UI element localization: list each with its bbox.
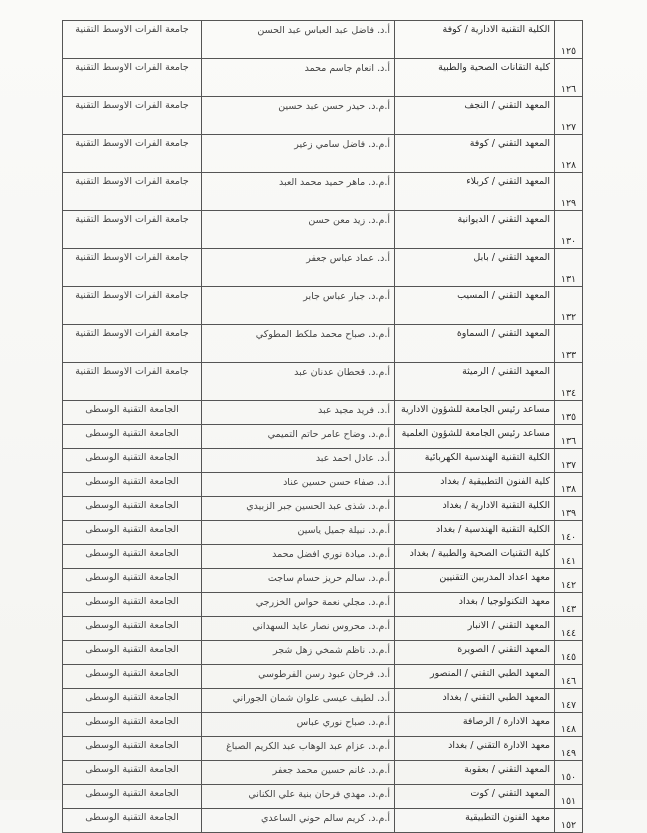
official-name: أ.م.د. ماهر حميد محمد العبد [202, 173, 395, 211]
university-name: الجامعة التقنية الوسطى [63, 521, 202, 545]
row-number: ١٣٠ [555, 211, 583, 249]
official-name: أ.م.د. صباح نوري عباس [202, 713, 395, 737]
university-name: الجامعة التقنية الوسطى [63, 449, 202, 473]
college-name: الكلية التقنية الهندسية / بغداد [395, 521, 555, 545]
university-name: الجامعة التقنية الوسطى [63, 713, 202, 737]
university-name: جامعة الفرات الاوسط التقنية [63, 97, 202, 135]
table-row [63, 665, 583, 689]
university-name: الجامعة التقنية الوسطى [63, 569, 202, 593]
official-name: أ.د. فريد مجيد عبد [202, 401, 395, 425]
table-row [63, 689, 583, 713]
table-row [63, 401, 583, 425]
row-number: ١٢٥ [555, 21, 583, 59]
official-name: أ.م.د. فاضل سامي زعير [202, 135, 395, 173]
college-name: مساعد رئيس الجامعة للشؤون الادارية [395, 401, 555, 425]
officials-table [62, 20, 583, 833]
college-name: مساعد رئيس الجامعة للشؤون العلمية [395, 425, 555, 449]
official-name: أ.د. صفاء حسن حسين عناد [202, 473, 395, 497]
official-name: أ.م.د. شذى عبد الحسين جبر الزبيدي [202, 497, 395, 521]
university-name: الجامعة التقنية الوسطى [63, 761, 202, 785]
table-row [63, 593, 583, 617]
college-name: المعهد التقني / الديوانية [395, 211, 555, 249]
row-number: ١٥١ [555, 785, 583, 809]
row-number: ١٤٧ [555, 689, 583, 713]
university-name: جامعة الفرات الاوسط التقنية [63, 59, 202, 97]
official-name: أ.م.د. عزام عبد الوهاب عبد الكريم الصباغ [202, 737, 395, 761]
table-row [63, 497, 583, 521]
row-number: ١٣٩ [555, 497, 583, 521]
college-name: المعهد التقني / السماوة [395, 325, 555, 363]
table-row [63, 617, 583, 641]
university-name: الجامعة التقنية الوسطى [63, 425, 202, 449]
table-row [63, 785, 583, 809]
table-row [63, 713, 583, 737]
table-row [63, 173, 583, 211]
college-name: معهد الادارة / الرصافة [395, 713, 555, 737]
college-name: المعهد التقني / كربلاء [395, 173, 555, 211]
university-name: الجامعة التقنية الوسطى [63, 593, 202, 617]
college-name: المعهد التقني / كوت [395, 785, 555, 809]
college-name: الكلية التقنية الادارية / بغداد [395, 497, 555, 521]
university-name: الجامعة التقنية الوسطى [63, 641, 202, 665]
university-name: جامعة الفرات الاوسط التقنية [63, 173, 202, 211]
row-number: ١٥٠ [555, 761, 583, 785]
table-row [63, 521, 583, 545]
university-name: جامعة الفرات الاوسط التقنية [63, 325, 202, 363]
college-name: المعهد التقني / النجف [395, 97, 555, 135]
university-name: جامعة الفرات الاوسط التقنية [63, 21, 202, 59]
table-row [63, 363, 583, 401]
table-row [63, 97, 583, 135]
official-name: أ.م.د. جبار عباس جابر [202, 287, 395, 325]
college-name: المعهد التقني / الانبار [395, 617, 555, 641]
college-name: معهد اعداد المدربين التقنيين [395, 569, 555, 593]
university-name: الجامعة التقنية الوسطى [63, 665, 202, 689]
official-name: أ.م.د. كريم سالم حوني الساعدي [202, 809, 395, 833]
row-number: ١٣٢ [555, 287, 583, 325]
university-name: جامعة الفرات الاوسط التقنية [63, 211, 202, 249]
table-body [63, 21, 583, 833]
university-name: الجامعة التقنية الوسطى [63, 617, 202, 641]
row-number: ١٤١ [555, 545, 583, 569]
college-name: المعهد التقني / كوفة [395, 135, 555, 173]
official-name: أ.م.د. ناظم شمخي زهل شجر [202, 641, 395, 665]
official-name: أ.د. لطيف عيسى علوان شمان الجوراني [202, 689, 395, 713]
college-name: المعهد التقني / بابل [395, 249, 555, 287]
college-name: المعهد الطبي التقني / المنصور [395, 665, 555, 689]
university-name: الجامعة التقنية الوسطى [63, 497, 202, 521]
row-number: ١٤٢ [555, 569, 583, 593]
official-name: أ.د. فاضل عبد العباس عبد الحسن [202, 21, 395, 59]
university-name: جامعة الفرات الاوسط التقنية [63, 287, 202, 325]
college-name: المعهد الطبي التقني / بغداد [395, 689, 555, 713]
row-number: ١٢٦ [555, 59, 583, 97]
official-name: أ.م.د. محروس نصار عايد السهداني [202, 617, 395, 641]
official-name: أ.م.د. نبيلة جميل ياسين [202, 521, 395, 545]
college-name: معهد الادارة التقني / بغداد [395, 737, 555, 761]
university-name: الجامعة التقنية الوسطى [63, 737, 202, 761]
table-row [63, 425, 583, 449]
university-name: الجامعة التقنية الوسطى [63, 689, 202, 713]
row-number: ١٣٦ [555, 425, 583, 449]
university-name: جامعة الفرات الاوسط التقنية [63, 363, 202, 401]
row-number: ١٢٨ [555, 135, 583, 173]
official-name: أ.م.د. مجلي نعمة حواس الخزرجي [202, 593, 395, 617]
table-row [63, 287, 583, 325]
row-number: ١٤٨ [555, 713, 583, 737]
table-row [63, 211, 583, 249]
college-name: كلية الفنون التطبيقية / بغداد [395, 473, 555, 497]
table-row [63, 473, 583, 497]
official-name: أ.د. فرحان عبود رسن الفرطوسي [202, 665, 395, 689]
table-row [63, 569, 583, 593]
university-name: الجامعة التقنية الوسطى [63, 401, 202, 425]
official-name: أ.م.د. غانم حسين محمد جعفر [202, 761, 395, 785]
official-name: أ.د. انعام جاسم محمد [202, 59, 395, 97]
row-number: ١٣١ [555, 249, 583, 287]
row-number: ١٣٣ [555, 325, 583, 363]
table-row [63, 21, 583, 59]
table-row [63, 761, 583, 785]
table-row [63, 737, 583, 761]
college-name: الكلية التقنية الادارية / كوفة [395, 21, 555, 59]
university-name: جامعة الفرات الاوسط التقنية [63, 249, 202, 287]
row-number: ١٤٥ [555, 641, 583, 665]
row-number: ١٣٥ [555, 401, 583, 425]
row-number: ١٢٩ [555, 173, 583, 211]
table-row [63, 59, 583, 97]
row-number: ١٣٧ [555, 449, 583, 473]
table-row [63, 249, 583, 287]
row-number: ١٣٤ [555, 363, 583, 401]
college-name: المعهد التقني / بعقوبة [395, 761, 555, 785]
official-name: أ.م.د. زيد معن حسن [202, 211, 395, 249]
row-number: ١٤٤ [555, 617, 583, 641]
row-number: ١٤٠ [555, 521, 583, 545]
official-name: أ.م.د. صباح محمد ملكط المطوكي [202, 325, 395, 363]
college-name: المعهد التقني / المسيب [395, 287, 555, 325]
official-name: أ.د. عماد عباس جعفر [202, 249, 395, 287]
row-number: ١٤٩ [555, 737, 583, 761]
college-name: كلية التقانات الصحية والطبية [395, 59, 555, 97]
row-number: ١٤٦ [555, 665, 583, 689]
college-name: كلية التقنيات الصحية والطبية / بغداد [395, 545, 555, 569]
university-name: الجامعة التقنية الوسطى [63, 809, 202, 833]
university-name: جامعة الفرات الاوسط التقنية [63, 135, 202, 173]
official-name: أ.م.د. مهدي فرحان بنية علي الكناني [202, 785, 395, 809]
college-name: معهد الفنون التطبيقية [395, 809, 555, 833]
university-name: الجامعة التقنية الوسطى [63, 785, 202, 809]
official-name: أ.م.د. قحطان عدنان عبد [202, 363, 395, 401]
university-name: الجامعة التقنية الوسطى [63, 473, 202, 497]
row-number: ١٣٨ [555, 473, 583, 497]
college-name: المعهد التقني / الصويرة [395, 641, 555, 665]
row-number: ١٥٢ [555, 809, 583, 833]
college-name: المعهد التقني / الرميثة [395, 363, 555, 401]
college-name: معهد التكنولوجيا / بغداد [395, 593, 555, 617]
university-name: الجامعة التقنية الوسطى [63, 545, 202, 569]
college-name: الكلية التقنية الهندسية الكهربائية [395, 449, 555, 473]
table-row [63, 449, 583, 473]
table-row [63, 641, 583, 665]
official-name: أ.م.د. وضاح عامر حاتم التميمي [202, 425, 395, 449]
table-row [63, 809, 583, 833]
table-row [63, 325, 583, 363]
row-number: ١٤٣ [555, 593, 583, 617]
official-name: أ.د. عادل احمد عبد [202, 449, 395, 473]
table-row [63, 135, 583, 173]
official-name: أ.م.د. حيدر حسن عبد حسين [202, 97, 395, 135]
table-row [63, 545, 583, 569]
row-number: ١٢٧ [555, 97, 583, 135]
official-name: أ.م.د. سالم حريز حسام ساجت [202, 569, 395, 593]
official-name: أ.م.د. ميادة نوري افضل محمد [202, 545, 395, 569]
